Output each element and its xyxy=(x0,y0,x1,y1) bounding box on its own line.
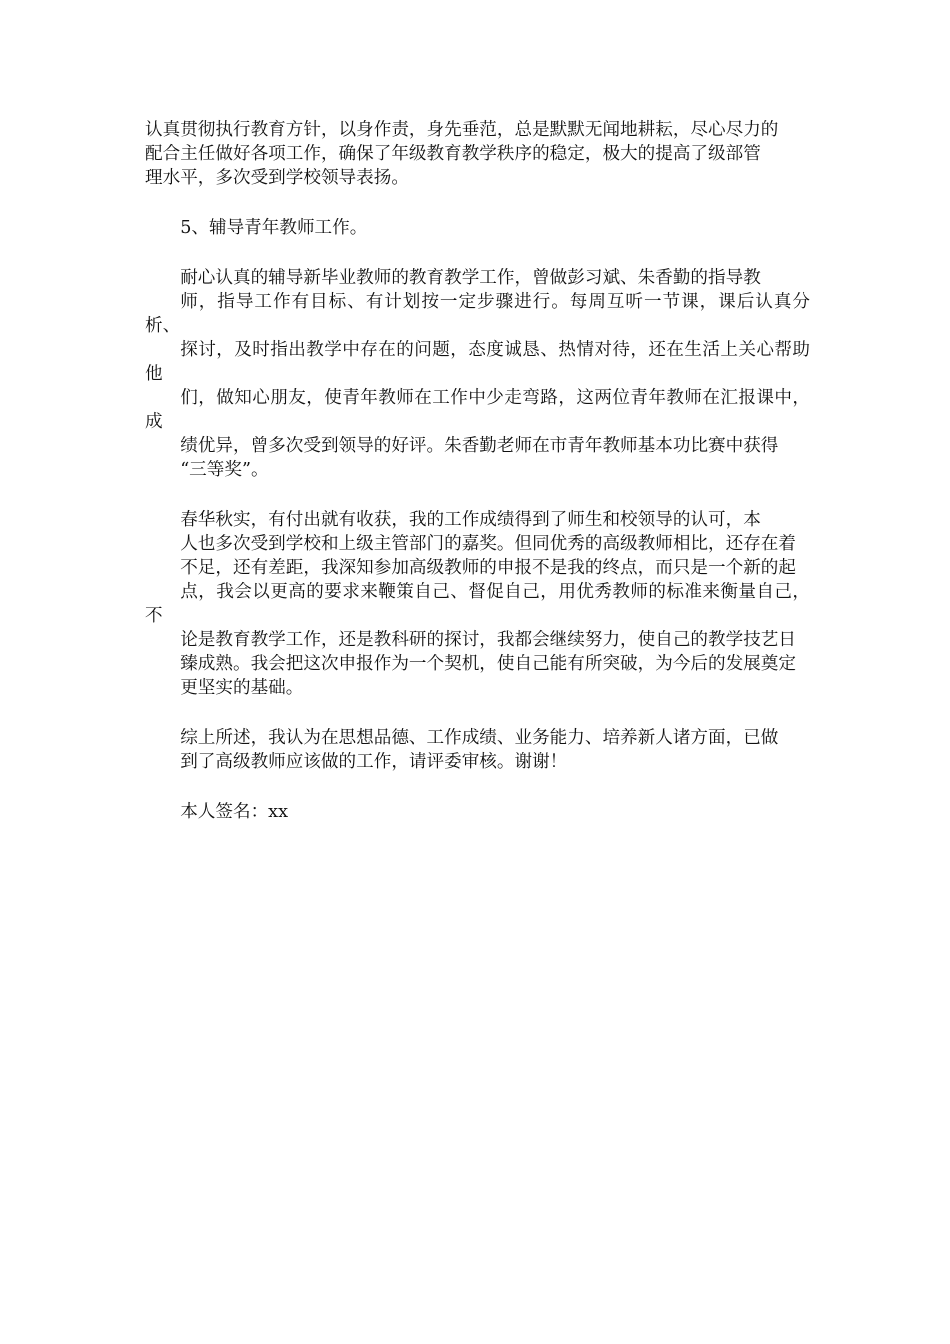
paragraph-line: 理水平，多次受到学校领导表扬。 xyxy=(145,168,409,188)
signature-line xyxy=(145,800,810,824)
paragraph-line: 综上所述，我认为在思想品德、工作成绩、业务能力、培养新人诸方面，已做 xyxy=(180,728,779,748)
paragraph-line: 臻成熟。我会把这次申报作为一个契机，使自己能有所突破，为今后的发展奠定 xyxy=(180,654,796,674)
paragraph-line: 论是教育教学工作，还是教科研的探讨，我都会继续努力，使自己的教学技艺日 xyxy=(180,630,796,650)
paragraph-line: 耐心认真的辅导新毕业教师的教育教学工作，曾做彭习斌、朱香勤的指导教 xyxy=(180,268,761,288)
paragraph-line: 更坚实的基础。 xyxy=(180,678,304,698)
signature-text: 本人签名：xx xyxy=(180,802,289,822)
paragraph-line: 点，我会以更高的要求来鞭策自己、督促自己，用优秀教师的标准来衡量自己，不 xyxy=(145,582,810,626)
paragraph-line: 不足，还有差距，我深知参加高级教师的申报不是我的终点，而只是一个新的起 xyxy=(180,558,796,578)
paragraph-conclusion xyxy=(145,726,810,774)
document-page xyxy=(145,118,810,824)
paragraph-line: 们，做知心朋友，使青年教师在工作中少走弯路，这两位青年教师在汇报课中，成 xyxy=(145,388,810,432)
paragraph-line: 师，指导工作有目标、有计划按一定步骤进行。每周互听一节课，课后认真分析、 xyxy=(145,292,810,336)
paragraph-line: 春华秋实，有付出就有收获，我的工作成绩得到了师生和校领导的认可，本 xyxy=(180,510,761,530)
paragraph-mentoring-details xyxy=(145,266,810,482)
section-heading-mentoring xyxy=(145,216,810,240)
paragraph-duty-summary xyxy=(145,118,810,190)
paragraph-line: 探讨，及时指出教学中存在的问题，态度诚恳、热情对待，还在生活上关心帮助他 xyxy=(145,340,810,384)
paragraph-line: 到了高级教师应该做的工作，请评委审核。谢谢！ xyxy=(180,752,568,772)
paragraph-line: 认真贯彻执行教育方针，以身作责，身先垂范，总是默默无闻地耕耘，尽心尽力的 xyxy=(145,120,779,140)
paragraph-line: “三等奖”。 xyxy=(180,460,269,480)
paragraph-line: 人也多次受到学校和上级主管部门的嘉奖。但同优秀的高级教师相比，还存在着 xyxy=(180,534,796,554)
paragraph-line: 配合主任做好各项工作，确保了年级教育教学秩序的稳定，极大的提高了级部管 xyxy=(145,144,761,164)
paragraph-achievements xyxy=(145,508,810,700)
paragraph-line: 5、辅导青年教师工作。 xyxy=(180,218,368,238)
paragraph-line: 绩优异，曾多次受到领导的好评。朱香勤老师在市青年教师基本功比赛中获得 xyxy=(180,436,779,456)
